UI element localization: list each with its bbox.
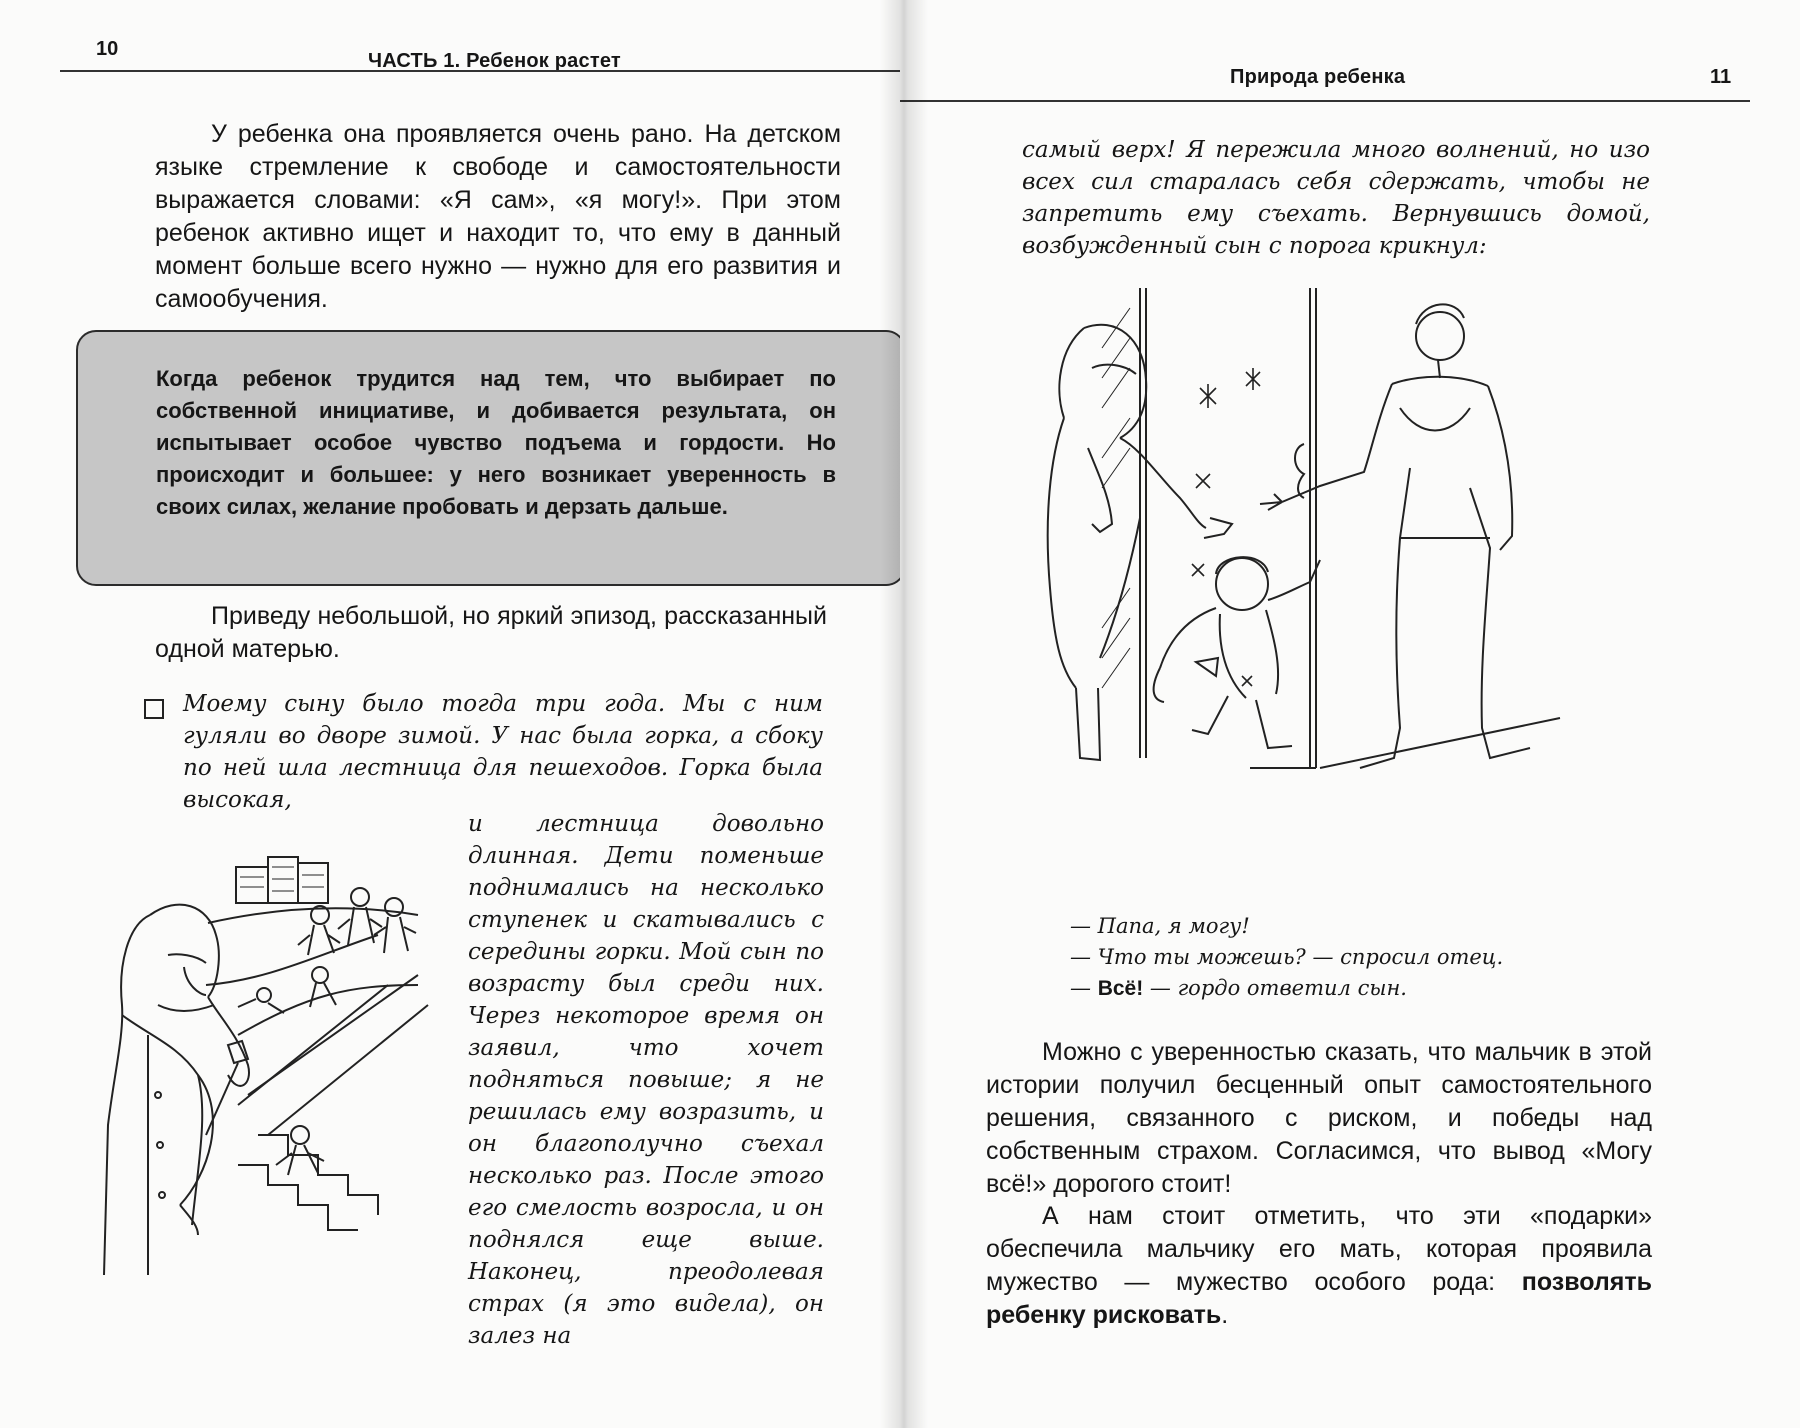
mother-and-slide-drawing [88, 835, 460, 1285]
illustration-winter-slide [88, 835, 460, 1285]
paragraph: У ребенка она проявляется очень рано. На детском языке стремление к свободе и самостоятельности выражается словами: «Я сам», «я могу!». При этом ребенок активно ищет и находит то, что ему в данный момент больше всего нужно — нужно для его развития и самообучения. [155, 120, 841, 313]
paragraph-end: . [1221, 1301, 1229, 1329]
illustration-family-door [1020, 288, 1572, 878]
dialog-line: — Что ты можешь? — спросил отец. [1070, 945, 1504, 969]
dialog-line: — Папа, я могу! [1070, 914, 1250, 938]
dialog-rest: — гордо ответил сын. [1143, 976, 1407, 1000]
family-at-door-drawing [1020, 288, 1572, 878]
story-text-narrow: и лестница довольно длинная. Дети поменьше поднимались на несколько ступенек и скатывались с середины горки. Мой сын по возрасту был среди них. Через некоторое время он заявил, что хочет подняться повыше; я не решилась ему возразить, и он благополучно съехал несколько раз. После этого его смелость возросла, и он поднялся еще выше. Наконец, преодолевая страх (я это видела), он залез на [468, 811, 824, 1349]
callout-box [76, 330, 900, 586]
page-number: 10 [96, 38, 119, 60]
story-continuation: самый верх! Я пережила много волнений, но изо всех сил старалась себя сдержать, чтобы не запретить ему съехать. Вернувшись домой, возбужденный сын с порога крикнул: [1022, 137, 1650, 259]
paragraph: Можно с уверенностью сказать, что мальчик в этой истории получил бесценный опыт самостоятельного решения, связанного с риском, и победы над собственным страхом. Согласимся, что вывод «Могу всё!» дорогого стоит! [986, 1038, 1652, 1198]
running-head: ЧАСТЬ 1. Ребенок растет [368, 50, 621, 72]
callout-text: Когда ребенок трудится над тем, что выбирает по собственной инициативе, и добивается результата, он испытывает особое чувство подъема и гордости. Но происходит и большее: у него возникает уверенность в своих силах, желание пробовать и дерзать дальше. [156, 366, 836, 519]
paragraph [986, 1200, 1652, 1332]
dash: — [1070, 976, 1098, 1000]
header-rule [60, 70, 900, 72]
book-gutter [880, 0, 928, 1428]
running-head: Природа ребенка [1230, 66, 1406, 88]
paragraph-bold: позволять ребенку рисковать [986, 1268, 1652, 1329]
right-page [900, 0, 1800, 1428]
page-number: 11 [1710, 66, 1732, 88]
dialog-line-last [1070, 972, 1407, 1005]
story-text: Моему сыну было тогда три года. Мы с ним гуляли во дворе зимой. У нас была горка, а сбоку по ней шла лестница для пешеходов. Горка была высокая, [183, 691, 823, 813]
checkbox-bullet-icon [144, 699, 164, 719]
paragraph-plain: А нам стоит отметить, что эти «подарки» обеспечила мальчику его мать, которая проявила мужество — мужество особого рода: [986, 1202, 1652, 1296]
dialog-bold-word: Всё! [1097, 977, 1144, 1000]
header-rule [900, 100, 1750, 102]
paragraph: Приведу небольшой, но яркий эпизод, рассказанный одной матерью. [155, 602, 827, 663]
